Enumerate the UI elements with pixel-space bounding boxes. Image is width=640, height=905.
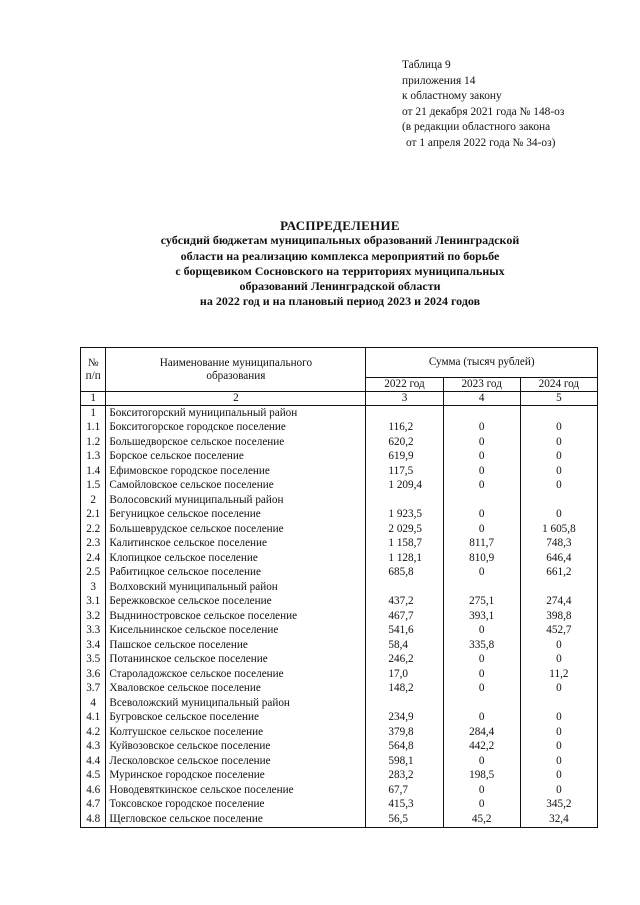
cell-v2 [443,696,520,711]
cell-v2: 0 [443,783,520,798]
cell-v3: 0 [520,508,597,523]
cell-v3: 345,2 [520,798,597,813]
cell-v2: 0 [443,522,520,537]
cell-v3: 0 [520,740,597,755]
table-row [81,754,598,769]
header-note-line: приложения 14 [402,74,476,87]
cell-v2: 810,9 [443,551,520,566]
cell-v1: 283,2 [366,769,443,784]
cell-num: 1.4 [81,464,106,479]
cell-v3: 0 [520,711,597,726]
cell-v1: 415,3 [366,798,443,813]
header-note-line: (в редакции областного закона [402,121,551,134]
cell-v2: 0 [443,624,520,639]
header-2024: 2024 год [520,378,597,392]
cell-num: 3.5 [81,653,106,668]
table-body [81,406,598,828]
cell-v1 [366,493,443,508]
cell-name: Выдниностровское сельское поселение [106,609,366,624]
cell-v1: 685,8 [366,566,443,581]
table-row [81,537,598,552]
cell-name: Большеврудское сельское поселение [106,522,366,537]
cell-v3: 0 [520,783,597,798]
cell-num: 4.2 [81,725,106,740]
table-row [81,566,598,581]
col-number: 5 [520,392,597,406]
col-number: 4 [443,392,520,406]
cell-name: Потанинское сельское поселение [106,653,366,668]
cell-v2: 0 [443,421,520,436]
table-row [81,725,598,740]
cell-v2: 0 [443,435,520,450]
cell-name: Ефимовское городское поселение [106,464,366,479]
header-name: Наименование муниципального образования [106,348,366,392]
table-row [81,740,598,755]
cell-v3: 0 [520,450,597,465]
cell-v1: 1 128,1 [366,551,443,566]
cell-v2: 0 [443,508,520,523]
cell-v1: 67,7 [366,783,443,798]
cell-v1: 467,7 [366,609,443,624]
cell-v3: 274,4 [520,595,597,610]
cell-name: Пашское сельское поселение [106,638,366,653]
cell-v1: 598,1 [366,754,443,769]
cell-v1: 619,9 [366,450,443,465]
cell-v2: 811,7 [443,537,520,552]
cell-v3 [520,493,597,508]
cell-num: 3.2 [81,609,106,624]
cell-v1: 1 209,4 [366,479,443,494]
cell-name: Бокситогорское городское поселение [106,421,366,436]
col-number: 2 [106,392,366,406]
cell-v1: 246,2 [366,653,443,668]
cell-num: 2.1 [81,508,106,523]
cell-name: Токсовское городское поселение [106,798,366,813]
cell-name: Бугровское сельское поселение [106,711,366,726]
table-row [81,653,598,668]
cell-v3 [520,580,597,595]
table-row [81,783,598,798]
title-line: на 2022 год и на плановый период 2023 и 2024 годов [199,294,481,309]
table-row [81,406,598,421]
cell-v1: 234,9 [366,711,443,726]
cell-v2 [443,406,520,421]
cell-v2: 0 [443,566,520,581]
cell-v3: 646,4 [520,551,597,566]
cell-v3: 0 [520,464,597,479]
cell-name: Борское сельское поселение [106,450,366,465]
cell-v1: 2 029,5 [366,522,443,537]
header-note [402,58,564,152]
table-row [81,421,598,436]
table-row [81,493,598,508]
cell-v3: 32,4 [520,812,597,827]
cell-name: Волховский муниципальный район [106,580,366,595]
table-row [81,435,598,450]
cell-v2: 0 [443,682,520,697]
cell-v3 [520,696,597,711]
cell-v2: 442,2 [443,740,520,755]
table-row [81,769,598,784]
cell-v2: 198,5 [443,769,520,784]
cell-v2 [443,580,520,595]
table-row [81,609,598,624]
title-line: образований Ленинградской области [239,279,441,294]
cell-name: Колтушское сельское поселение [106,725,366,740]
cell-v3: 452,7 [520,624,597,639]
header-note-line: от 21 декабря 2021 года № 148-оз [402,105,565,118]
cell-v1 [366,696,443,711]
cell-v3: 11,2 [520,667,597,682]
table-row [81,479,598,494]
cell-name: Бегуницкое сельское поселение [106,508,366,523]
cell-num: 4.6 [81,783,106,798]
cell-v2: 0 [443,464,520,479]
cell-num: 1.1 [81,421,106,436]
cell-name: Бокситогорский муниципальный район [106,406,366,421]
cell-name: Самойловское сельское поселение [106,479,366,494]
cell-num: 2.5 [81,566,106,581]
subsidy-table [80,347,598,828]
cell-v3: 0 [520,769,597,784]
cell-v2: 0 [443,653,520,668]
cell-v1: 56,5 [366,812,443,827]
cell-v2: 335,8 [443,638,520,653]
cell-num: 1.5 [81,479,106,494]
title-line: области на реализацию комплекса мероприятий по борьбе [180,248,500,263]
cell-v1: 1 158,7 [366,537,443,552]
header-2022: 2022 год [366,378,443,392]
cell-num: 4.7 [81,798,106,813]
header-note-line: от 1 апреля 2022 года № 34-оз) [406,136,556,149]
cell-num: 1.2 [81,435,106,450]
cell-num: 4 [81,696,106,711]
cell-name: Бережковское сельское поселение [106,595,366,610]
table-row [81,595,598,610]
cell-v1: 620,2 [366,435,443,450]
cell-v1: 117,5 [366,464,443,479]
table-row [81,667,598,682]
cell-v1: 116,2 [366,421,443,436]
cell-v1 [366,580,443,595]
cell-v2: 0 [443,798,520,813]
title-line: субсидий бюджетам муниципальных образований Ленинградской [160,233,520,248]
table-row [81,464,598,479]
cell-v2: 0 [443,711,520,726]
cell-v2: 45,2 [443,812,520,827]
cell-name: Всеволожский муниципальный район [106,696,366,711]
document-title [80,218,600,310]
title-main: РАСПРЕДЕЛЕНИЕ [280,218,400,233]
cell-v1: 1 923,5 [366,508,443,523]
table-row [81,580,598,595]
table-row [81,812,598,827]
cell-name: Калитинское сельское поселение [106,537,366,552]
cell-num: 3.1 [81,595,106,610]
cell-v2: 0 [443,479,520,494]
table-row [81,450,598,465]
cell-name: Клопицкое сельское поселение [106,551,366,566]
cell-v3: 0 [520,653,597,668]
table-row [81,696,598,711]
cell-name: Лесколовское сельское поселение [106,754,366,769]
cell-v1: 541,6 [366,624,443,639]
cell-v2 [443,493,520,508]
table-row [81,551,598,566]
cell-name: Щегловское сельское поселение [106,812,366,827]
cell-name: Новодевяткинское сельское поселение [106,783,366,798]
cell-num: 2.2 [81,522,106,537]
cell-v3: 398,8 [520,609,597,624]
cell-v2: 0 [443,450,520,465]
cell-num: 2.3 [81,537,106,552]
table-row [81,682,598,697]
header-2023: 2023 год [443,378,520,392]
cell-v3: 0 [520,682,597,697]
cell-v3: 0 [520,479,597,494]
cell-name: Староладожское сельское поселение [106,667,366,682]
header-num: № п/п [81,348,106,392]
cell-v2: 275,1 [443,595,520,610]
table-row [81,624,598,639]
header-note-line: Таблица 9 [402,59,451,71]
cell-v3: 748,3 [520,537,597,552]
table-row [81,638,598,653]
cell-num: 1.3 [81,450,106,465]
cell-v1 [366,406,443,421]
cell-v1: 17,0 [366,667,443,682]
cell-name: Кисельнинское сельское поселение [106,624,366,639]
cell-v1: 58,4 [366,638,443,653]
cell-v2: 393,1 [443,609,520,624]
cell-v1: 564,8 [366,740,443,755]
header-note-line: к областному закону [402,90,502,103]
cell-v2: 0 [443,667,520,682]
cell-num: 3.7 [81,682,106,697]
cell-num: 2.4 [81,551,106,566]
cell-name: Большедворское сельское поселение [106,435,366,450]
table-row [81,711,598,726]
cell-v1: 437,2 [366,595,443,610]
cell-v1: 148,2 [366,682,443,697]
cell-v1: 379,8 [366,725,443,740]
cell-name: Хваловское сельское поселение [106,682,366,697]
cell-v3: 0 [520,754,597,769]
cell-v3: 1 605,8 [520,522,597,537]
cell-num: 3.6 [81,667,106,682]
cell-v2: 284,4 [443,725,520,740]
cell-v3: 0 [520,638,597,653]
cell-num: 4.8 [81,812,106,827]
cell-v3: 661,2 [520,566,597,581]
col-number: 3 [366,392,443,406]
table-row [81,508,598,523]
col-number: 1 [81,392,106,406]
header-sum: Сумма (тысяч рублей) [366,348,598,378]
cell-name: Рабитицкое сельское поселение [106,566,366,581]
cell-num: 1 [81,406,106,421]
table-row [81,522,598,537]
cell-num: 3.4 [81,638,106,653]
cell-num: 3 [81,580,106,595]
cell-v3: 0 [520,421,597,436]
cell-num: 2 [81,493,106,508]
cell-v2: 0 [443,754,520,769]
cell-num: 4.4 [81,754,106,769]
table-row [81,798,598,813]
cell-v3 [520,406,597,421]
cell-num: 4.5 [81,769,106,784]
cell-name: Волосовский муниципальный район [106,493,366,508]
cell-num: 4.1 [81,711,106,726]
cell-name: Куйвозовское сельское поселение [106,740,366,755]
title-line: с борщевиком Сосновского на территориях муниципальных [175,263,505,278]
cell-v3: 0 [520,725,597,740]
cell-name: Муринское городское поселение [106,769,366,784]
cell-v3: 0 [520,435,597,450]
cell-num: 3.3 [81,624,106,639]
cell-num: 4.3 [81,740,106,755]
